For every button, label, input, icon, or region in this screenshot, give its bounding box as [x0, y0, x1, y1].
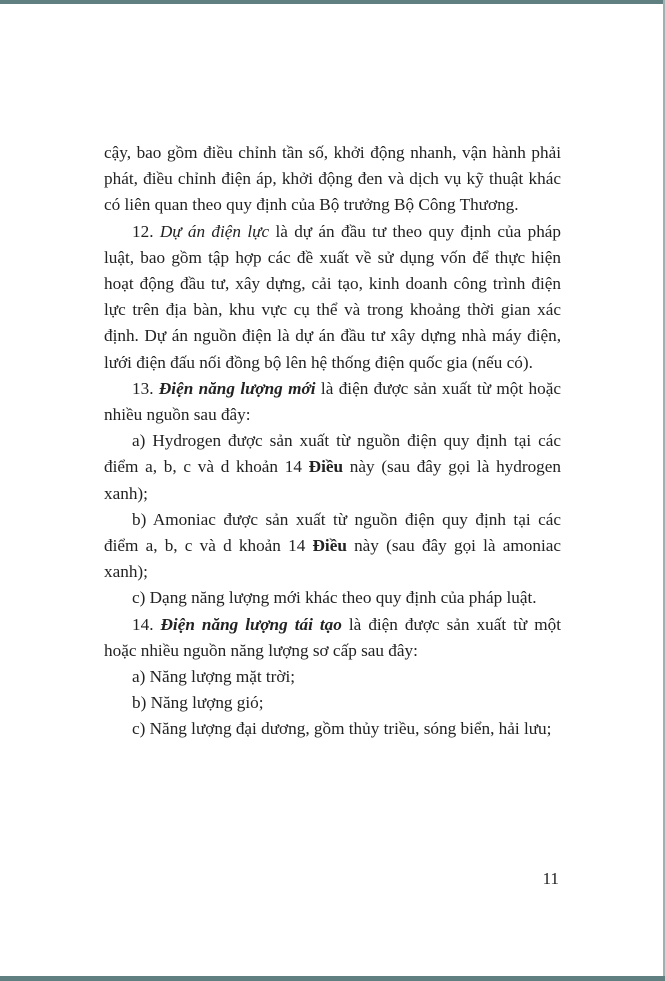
clause-14-item-a	[104, 664, 561, 690]
article-reference: Điều	[312, 536, 347, 556]
clause-definition: là điện được sản xuất từ một hoặc nhiều nguồn sau đây:	[104, 378, 562, 425]
defined-term: Dự án điện lực	[159, 221, 270, 241]
item-text: a) Năng lượng mặt trời;	[132, 667, 296, 687]
item-text: b) Năng lượng gió;	[132, 693, 264, 713]
paragraph-continuation	[104, 140, 561, 219]
article-reference: Điều	[308, 457, 344, 477]
clause-13-item-a	[104, 428, 561, 507]
defined-term: Điện năng lượng mới	[158, 378, 316, 398]
clause-13-item-b	[104, 507, 561, 586]
clause-14	[104, 612, 561, 664]
item-text: này (sau đây gọi là hydrogen xanh);	[104, 457, 561, 503]
paragraph-text: cậy, bao gồm điều chỉnh tần số, khởi động nhanh, vận hành phải phát, điều chỉnh điện áp, khởi động đen và dịch vụ kỹ thuật khác có liên quan theo quy định của Bộ trưởng Bộ Công Thương.	[104, 143, 561, 215]
clause-number: 12.	[132, 221, 154, 241]
item-text: này (sau đây gọi là amoniac xanh);	[104, 536, 561, 582]
page-body	[104, 140, 561, 743]
clause-13-item-c	[104, 585, 561, 611]
bottom-border	[0, 976, 665, 981]
clause-definition: là điện được sản xuất từ một hoặc nhiều nguồn năng lượng sơ cấp sau đây:	[104, 614, 561, 660]
item-text: c) Dạng năng lượng mới khác theo quy định của pháp luật.	[132, 588, 537, 608]
defined-term: Điện năng lượng tái tạo	[160, 614, 342, 634]
item-text: a) Hydrogen được sản xuất từ nguồn điện quy định tại các điểm a, b, c và d khoản 14	[104, 431, 561, 477]
item-text: c) Năng lượng đại dương, gồm thủy triều, sóng biển, hải lưu;	[132, 719, 552, 739]
top-border	[0, 0, 665, 4]
clause-12	[104, 219, 561, 376]
clause-13	[104, 376, 561, 428]
clause-number: 14.	[132, 614, 154, 634]
clause-definition: là dự án đầu tư theo quy định của pháp luật, bao gồm tập hợp các đề xuất về sử dụng vốn để thực hiện hoạt động đầu tư, xây dựng, cải tạo, kinh doanh công trình điện lực trên địa bàn, khu vực cụ thể và trong khoảng thời gian xác định. Dự án nguồn điện là dự án đầu tư xây dựng nhà máy điện, lưới điện đấu nối đồng bộ lên hệ thống điện quốc gia (nếu có).	[104, 221, 562, 372]
page-number: 11	[542, 869, 559, 888]
clause-14-item-b	[104, 690, 561, 716]
item-text: b) Amoniac được sản xuất từ nguồn điện quy định tại các điểm a, b, c và d khoản 14	[104, 509, 561, 556]
clause-14-item-c	[104, 716, 561, 742]
clause-number: 13.	[132, 378, 154, 398]
